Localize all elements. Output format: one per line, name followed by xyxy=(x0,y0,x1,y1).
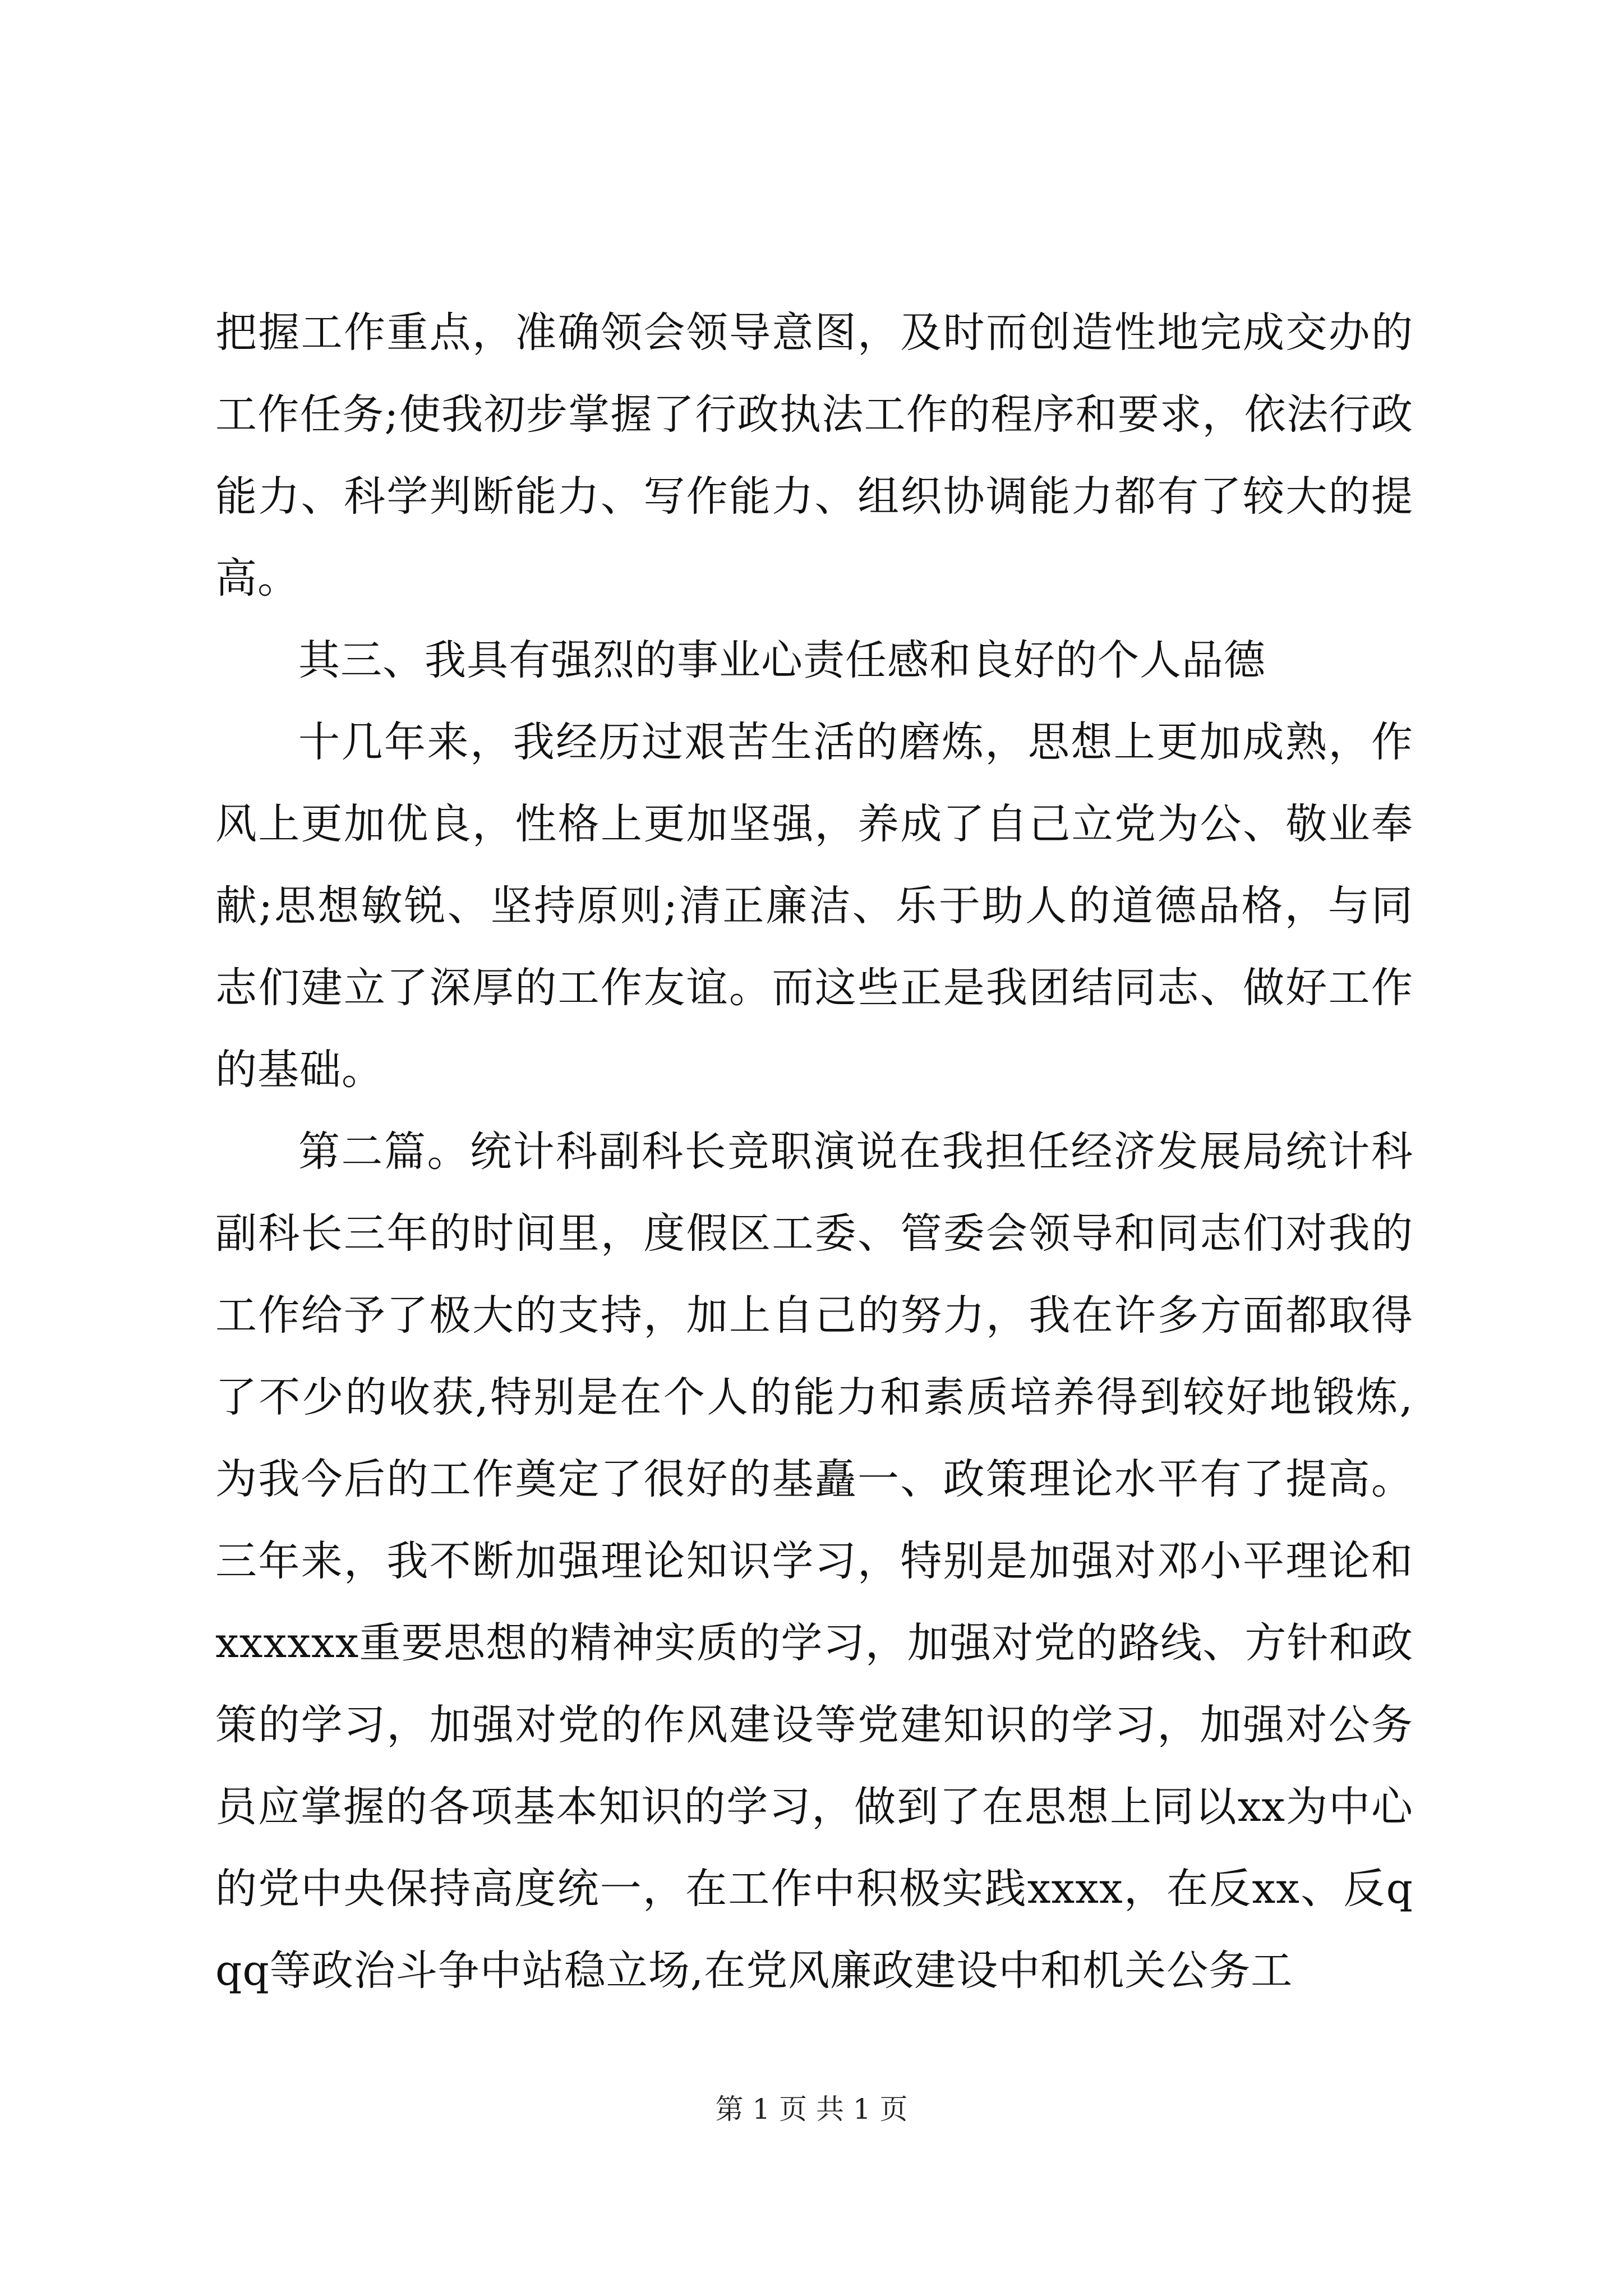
paragraph-1: 把握工作重点，准确领会领导意图，及时而创造性地完成交办的工作任务;使我初步掌握了行政执法工作的程序和要求，依法行政能力、科学判断能力、写作能力、组织协调能力都有了较大的提高。 xyxy=(215,309,1413,602)
paragraph-2-heading: 其三、我具有强烈的事业心责任感和良好的个人品德 xyxy=(298,636,1266,684)
paragraph-4: 第二篇。统计科副科长竞职演说在我担任经济发展局统计科副科长三年的时间里，度假区工委、管委会领导和同志们对我的工作给予了极大的支持，加上自己的努力，我在许多方面都取得了不少的收获,特别是在个人的能力和素质培养得到较好地锻炼,为我今后的工作奠定了很好的基矗一、政策理论水平有了提高。三年来，我不断加强理论知识学习，特别是加强对邓小平理论和xxxxxx重要思想的精神实质的学习，加强对党的路线、方针和政策的学习，加强对党的作风建设等党建知识的学习，加强对公务员应掌握的各项基本知识的学习，做到了在思想上同以xx为中心的党中央保持高度统一，在工作中积极实践xxxx，在反xx、反qqq等政治斗争中站稳立场,在党风廉政建设中和机关公务工 xyxy=(215,1128,1413,1995)
page-number-footer: 第 1 页 共 1 页 xyxy=(715,2093,908,2125)
paragraph-3: 十几年来，我经历过艰苦生活的磨炼，思想上更加成熟，作风上更加优良，性格上更加坚强，养成了自己立党为公、敬业奉献;思想敏锐、坚持原则;清正廉洁、乐于助人的道德品格，与同志们建立了深厚的工作友谊。而这些正是我团结同志、做好工作的基础。 xyxy=(215,718,1413,1094)
document-body xyxy=(215,292,1413,2012)
